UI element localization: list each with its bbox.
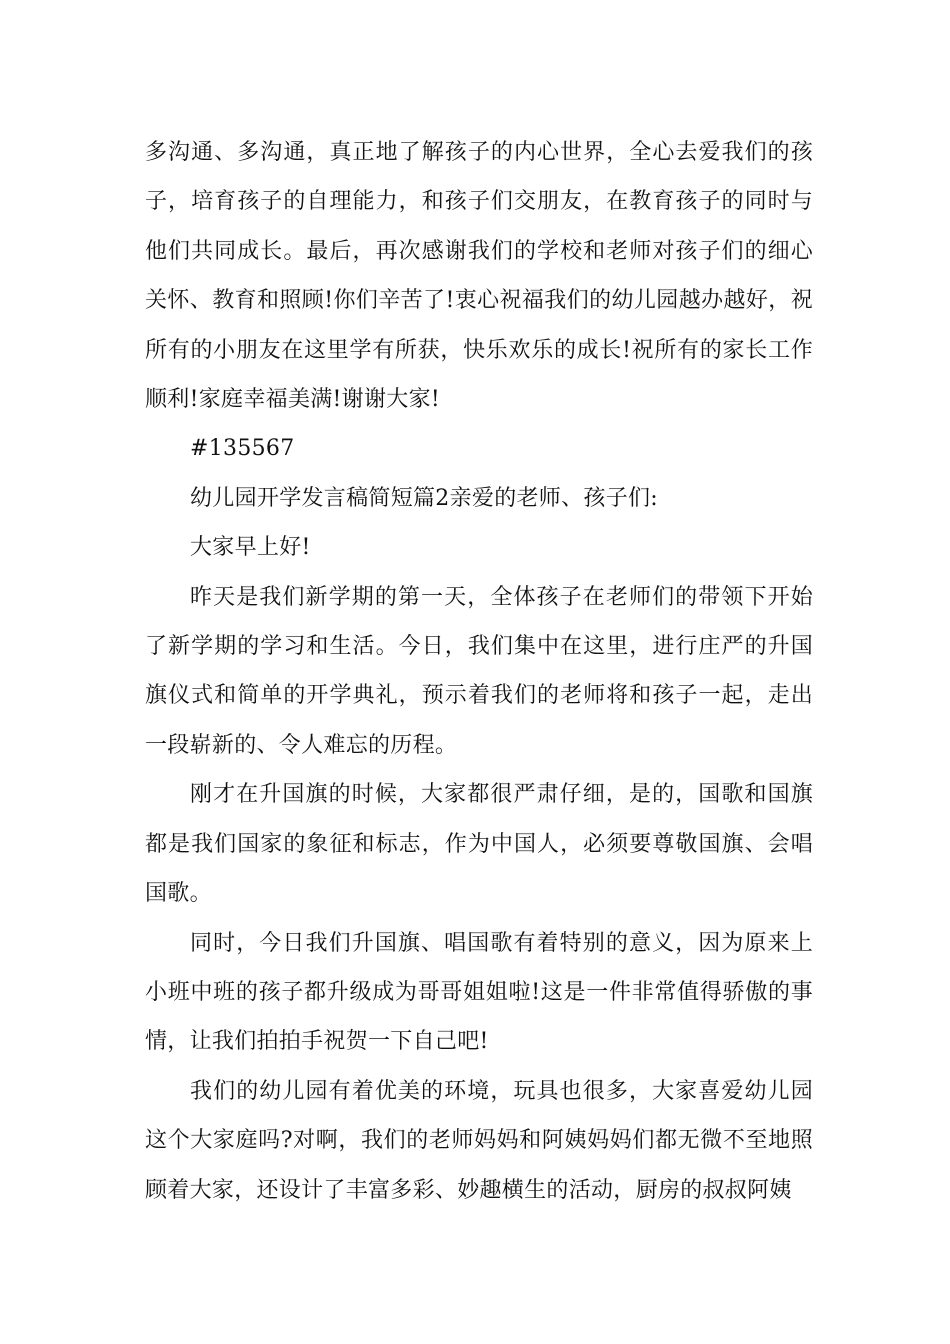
paragraph-section-heading: 幼儿园开学发言稿简短篇2亲爱的老师、孩子们:	[190, 485, 659, 511]
paragraph-new-semester: 昨天是我们新学期的第一天，全体孩子在老师们的带领下开始了新学期的学习和生活。今日，我们集中在这里，进行庄严的升国旗仪式和简单的开学典礼，预示着我们的老师将和孩子一起，走出一段崭新的、令人难忘的历程。	[145, 584, 813, 758]
paragraph-flag-raising: 刚才在升国旗的时候，大家都很严肃仔细，是的，国歌和国旗都是我们国家的象征和标志，作为中国人，必须要尊敬国旗、会唱国歌。	[145, 782, 813, 907]
paragraph-closing: 多沟通、多沟通，真正地了解孩子的内心世界，全心去爱我们的孩子，培育孩子的自理能力，和孩子们交朋友，在教育孩子的同时与他们共同成长。最后，再次感谢我们的学校和老师对孩子们的细心关怀、教育和照顾!你们辛苦了!衷心祝福我们的幼儿园越办越好，祝所有的小朋友在这里学有所获，快乐欢乐的成长!祝所有的家长工作顺利!家庭幸福美满!谢谢大家!	[145, 140, 813, 413]
paragraph-kindergarten-environment: 我们的幼儿园有着优美的环境，玩具也很多，大家喜爱幼儿园这个大家庭吗?对啊，我们的老师妈妈和阿姨妈妈们都无微不至地照顾着大家，还设计了丰富多彩、妙趣横生的活动，厨房的叔叔阿姨	[145, 1078, 813, 1203]
paragraph-reference-number: #135567	[190, 436, 295, 462]
document-body	[145, 128, 813, 1215]
paragraph-greeting: 大家早上好!	[190, 535, 311, 561]
paragraph-special-meaning: 同时，今日我们升国旗、唱国歌有着特别的意义，因为原来上小班中班的孩子都升级成为哥哥姐姐啦!这是一件非常值得骄傲的事情，让我们拍拍手祝贺一下自己吧!	[145, 930, 813, 1055]
